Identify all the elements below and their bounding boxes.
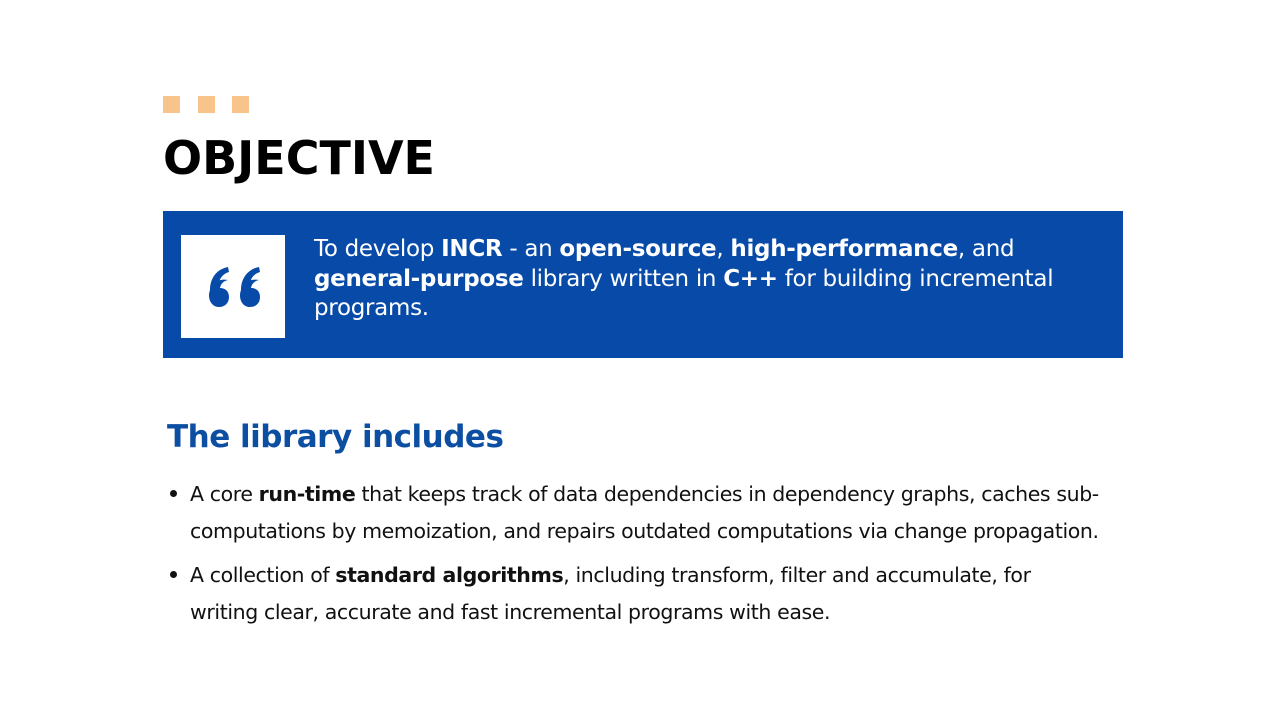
square-icon xyxy=(198,96,215,113)
quote-icon-container xyxy=(181,235,285,338)
text-segment: , xyxy=(716,236,731,262)
square-icon xyxy=(232,96,249,113)
slide-title: OBJECTIVE xyxy=(163,131,435,185)
text-segment: - an xyxy=(502,236,560,262)
emphasized-text: high-performance xyxy=(730,236,958,262)
feature-list-item xyxy=(190,557,1100,630)
text-segment: that keeps track of data dependencies in dependency graphs, caches sub-computations by memoization, and repairs outdated computations via change propagation. xyxy=(190,482,1099,543)
square-icon xyxy=(163,96,180,113)
text-segment: To develop xyxy=(314,236,442,262)
text-segment: , including transform, filter and accumulate, for writing clear, accurate and fast incremental programs with ease. xyxy=(190,563,1031,624)
bullet-icon xyxy=(170,571,177,578)
emphasized-text: run-time xyxy=(258,482,356,506)
emphasized-text: standard algorithms xyxy=(335,563,564,587)
emphasized-text: C++ xyxy=(723,265,778,292)
feature-list-item xyxy=(190,476,1100,549)
text-segment: A collection of xyxy=(190,563,336,587)
emphasized-text: general-purpose xyxy=(314,265,524,292)
text-segment: for building incremental programs. xyxy=(314,265,1054,321)
emphasized-text: open-source xyxy=(559,236,717,262)
feature-list xyxy=(190,476,1100,638)
text-segment: library written in xyxy=(523,265,724,292)
bullet-icon xyxy=(170,490,177,497)
objective-quote-box xyxy=(163,211,1123,358)
quote-open-icon xyxy=(204,266,262,308)
emphasized-text: INCR xyxy=(441,236,503,262)
objective-statement xyxy=(314,235,1094,324)
text-segment: A core xyxy=(190,482,259,506)
text-segment: , and xyxy=(957,236,1015,262)
section-subtitle: The library includes xyxy=(167,419,504,455)
